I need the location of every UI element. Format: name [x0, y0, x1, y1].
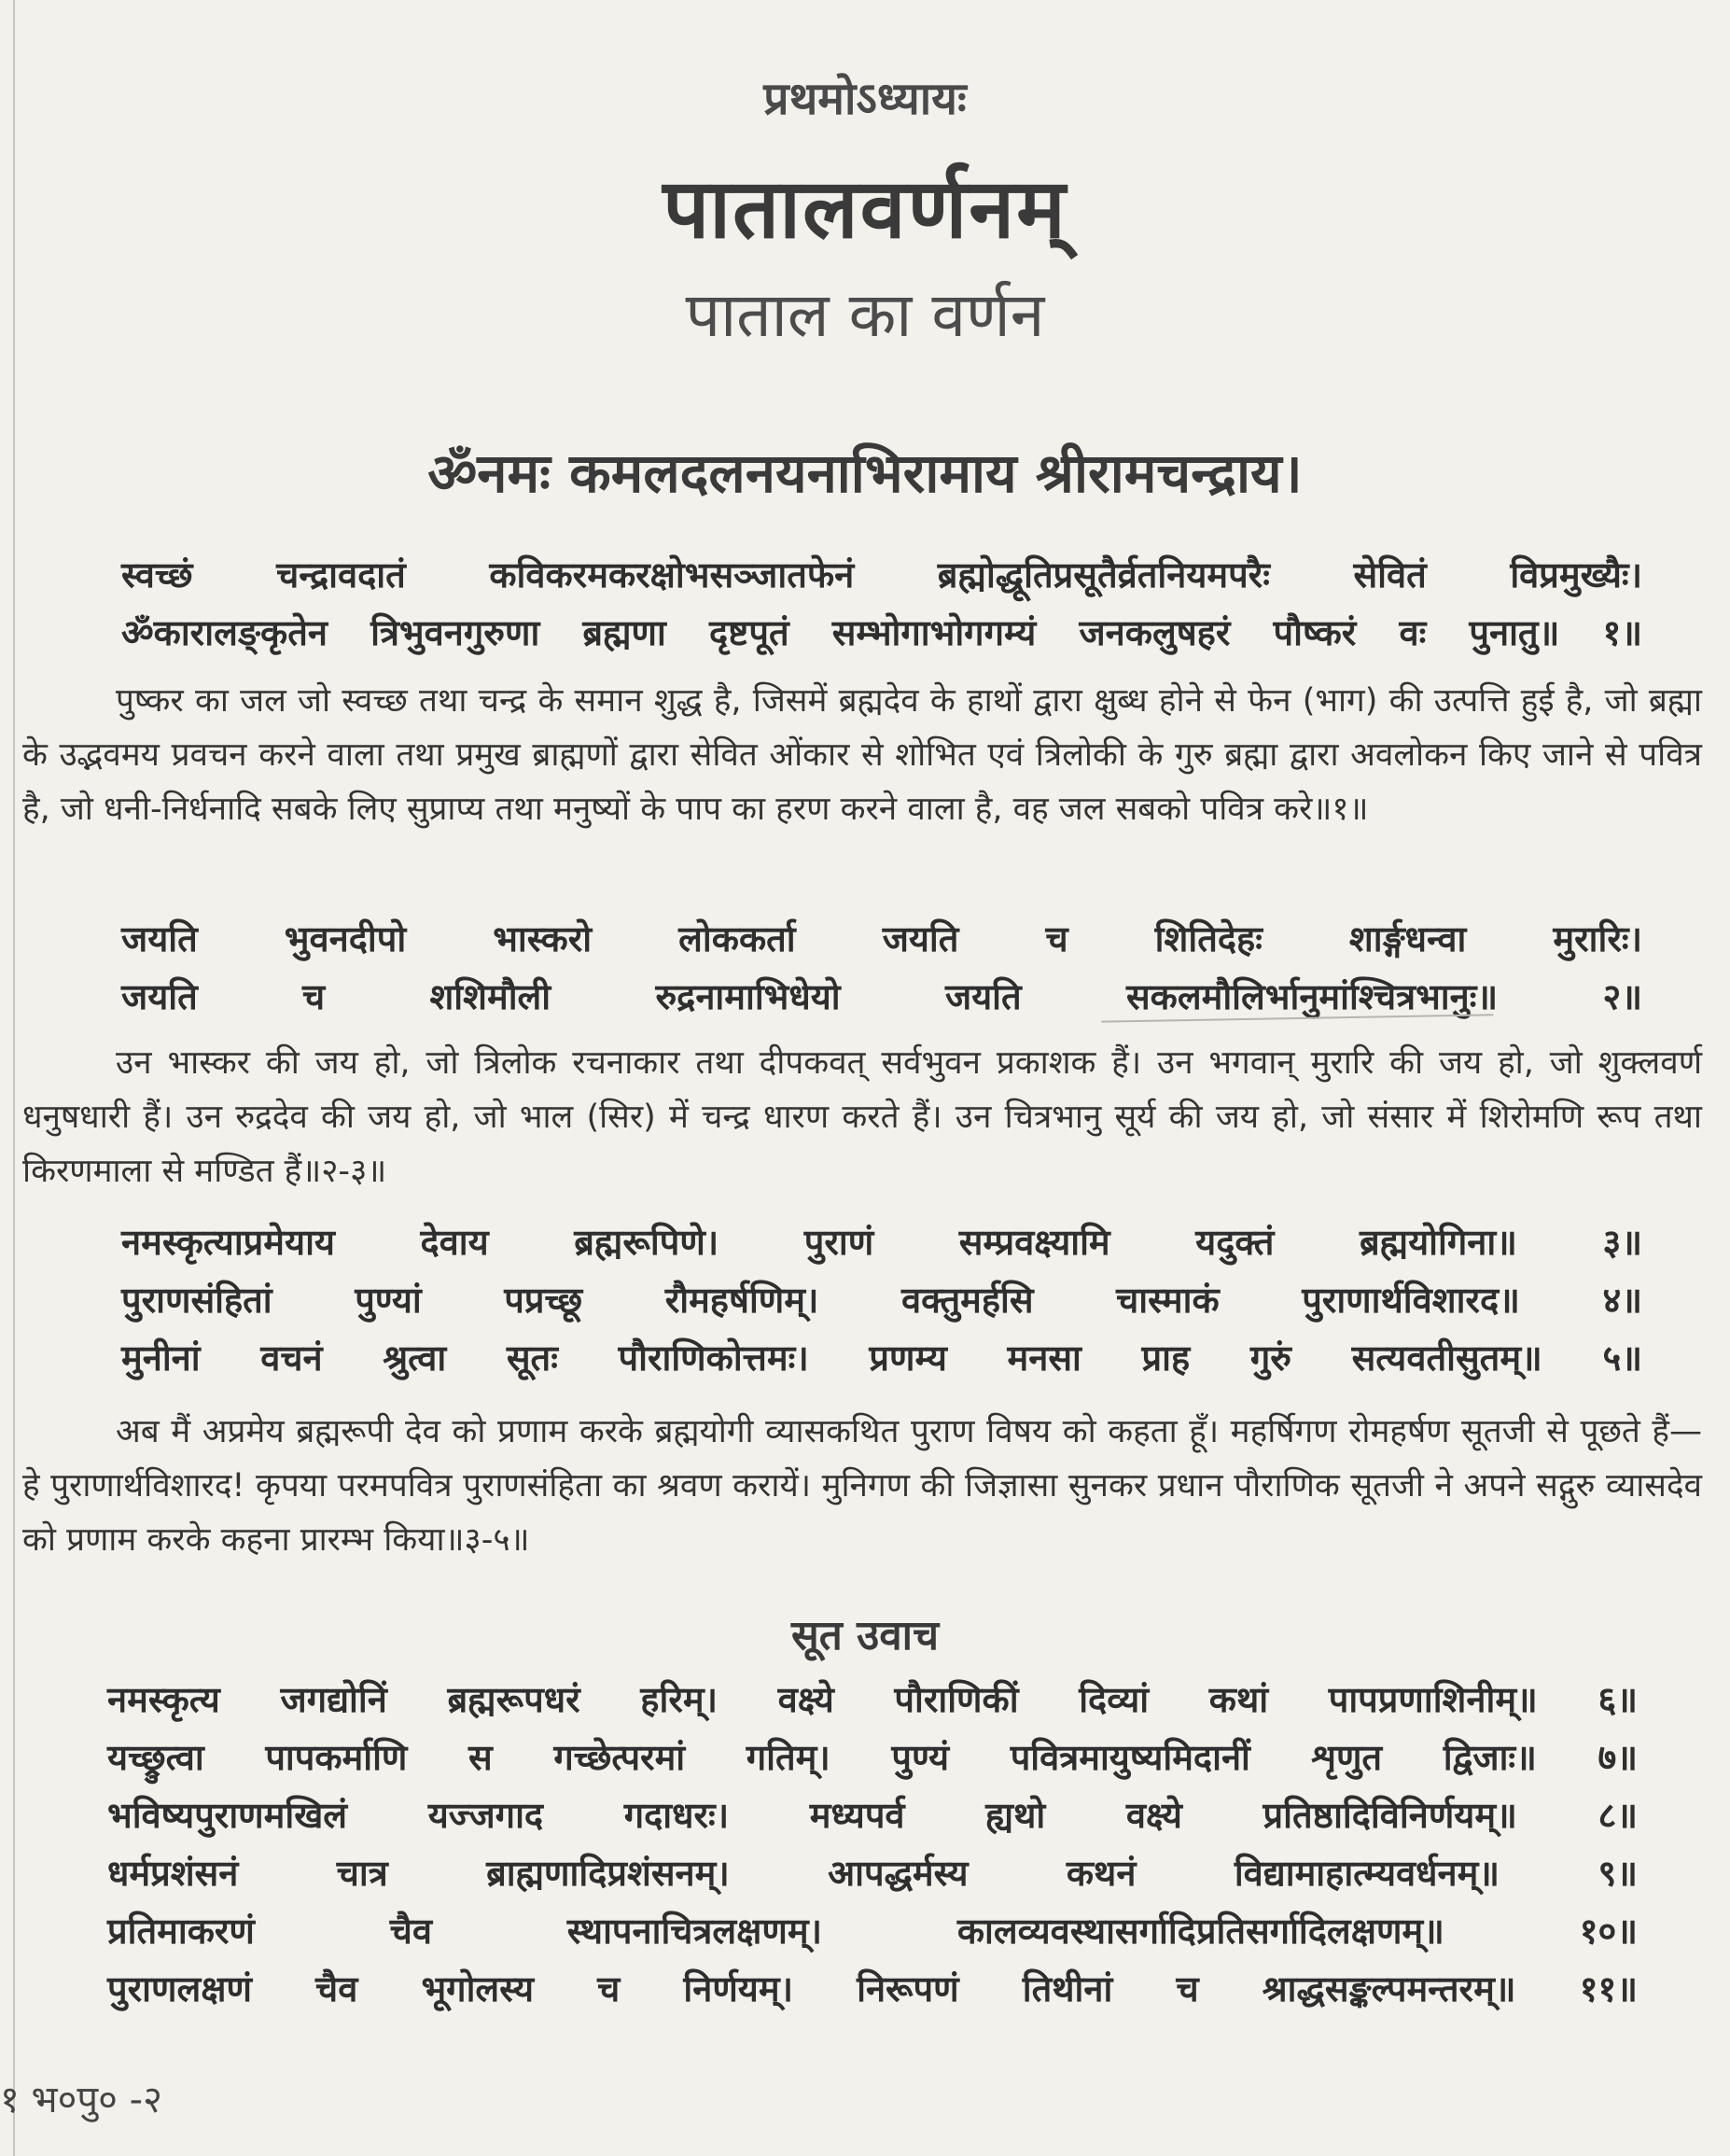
section-heading: सूत उवाच	[790, 1612, 940, 1659]
page-footer-signature: १ भ०पु० -२	[0, 2079, 162, 2121]
translation-text: पुष्कर का जल जो स्वच्छ तथा चन्द्र के समान शुद्ध है, जिसमें ब्रह्मदेव के हाथों द्वारा क्षुब्ध होने से फेन (भाग) की उत्पत्ति हुई है, जो ब्रह्मा के उद्भवमय प्रवचन करने वाला तथा प्रमुख ब्राह्मणों द्वारा सेवित ओंकार से शोभित एवं त्रिलोकी के गुरु ब्रह्मा द्वारा अवलोकन किए जाने से पवित्र है, जो धनी-निर्धनादि सबके लिए सुप्राप्य तथा मनुष्यों के पाप का हरण करने वाला है, वह जल सबको पवित्र करे॥१॥	[22, 682, 1702, 828]
invocation-line: ॐनमः कमलदलनयनाभिरामाय श्रीरामचन्द्राय।	[427, 441, 1303, 505]
verse-block-1	[121, 546, 1642, 662]
verse-line: जयति च शशिमौली रुद्रनामाभिधेयो जयति सकलमौलिर्भानुमांश्चित्रभानुः॥ २॥	[121, 976, 1642, 1017]
verse-line: यच्छ्रुत्वा पापकर्माणि स गच्छेत्परमां गतिम्। पुण्यं पवित्रमायुष्यमिदानीं शृणुत द्विजाः॥ ७॥	[107, 1737, 1638, 1778]
verse-line: पुराणसंहितां पुण्यां पप्रच्छू रौमहर्षणिम्। वक्तुमर्हसि चास्माकं पुराणार्थविशारद॥ ४॥	[121, 1280, 1642, 1321]
verse-line: नमस्कृत्य जगद्योनिं ब्रह्मरूपधरं हरिम्। वक्ष्ये पौराणिकीं दिव्यां कथां पापप्रणाशिनीम्॥ ६॥	[107, 1679, 1638, 1720]
chapter-label: प्रथमोऽध्यायः	[763, 73, 967, 125]
verse-line: धर्मप्रशंसनं चात्र ब्राह्मणादिप्रशंसनम्। आपद्धर्मस्य कथनं विद्यामाहात्म्यवर्धनम्॥ ९॥	[107, 1853, 1638, 1894]
verse-block-4	[107, 1671, 1638, 2018]
verse-line: स्वच्छं चन्द्रावदातं कविकरमकरक्षोभसञ्जातफेनं ब्रह्मोद्धूतिप्रसूतैर्व्रतनियमपरैः सेवितं विप्रमुख्यैः।	[121, 554, 1642, 595]
verse-line: भविष्यपुराणमखिलं यज्जगाद गदाधरः। मध्यपर्व ह्यथो वक्ष्ये प्रतिष्ठादिविनिर्णयम्॥ ८॥	[107, 1795, 1638, 1836]
translation-text: अब मैं अप्रमेय ब्रह्मरूपी देव को प्रणाम करके ब्रह्मयोगी व्यासकथित पुराण विषय को कहता हूँ। महर्षिगण रोमहर्षण सूतजी से पूछते हैं— हे पुराणार्थविशारद! कृपया परमपवित्र पुराणसंहिता का श्रवण करायें। मुनिगण की जिज्ञासा सुनकर प्रधान पौराणिक सूतजी ने अपने सद्गुरु व्यासदेव को प्रणाम करके कहना प्रारम्भ किया॥३-५॥	[22, 1413, 1702, 1559]
page-subtitle: पाताल का वर्णन	[685, 279, 1045, 351]
underline-mark	[1101, 967, 1494, 1022]
verse-line: ॐकारालङ्कृतेन त्रिभुवनगुरुणा ब्रह्मणा दृष्टपूतं सम्भोगाभोगगम्यं जनकलुषहरं पौष्करं वः पुनातु॥ १॥	[121, 612, 1642, 653]
translation-paragraph-3	[22, 1405, 1702, 1567]
translation-text: उन भास्कर की जय हो, जो त्रिलोक रचनाकार तथा दीपकवत् सर्वभुवन प्रकाशक हैं। उन भगवान् मुरारि की जय हो, जो शुक्लवर्ण धनुषधारी हैं। उन रुद्रदेव की जय हो, जो भाल (सिर) में चन्द्र धारण करते हैं। उन चित्रभानु सूर्य की जय हो, जो संसार में शिरोमणि रूप तथा किरणमाला से मण्डित हैं॥२-३॥	[22, 1044, 1702, 1190]
verse-line: नमस्कृत्याप्रमेयाय देवाय ब्रह्मरूपिणे। पुराणं सम्प्रवक्ष्यामि यदुक्तं ब्रह्मयोगिना॥ ३॥	[121, 1222, 1642, 1263]
verse-line: मुनीनां वचनं श्रुत्वा सूतः पौराणिकोत्तमः। प्रणम्य मनसा प्राह गुरुं सत्यवतीसुतम्॥ ५॥	[121, 1337, 1642, 1379]
verse-line: प्रतिमाकरणं चैव स्थापनाचित्रलक्षणम्। कालव्यवस्थासर्गादिप्रतिसर्गादिलक्षणम्॥ १०॥	[107, 1911, 1638, 1952]
verse-line: जयति भुवनदीपो भास्करो लोककर्ता जयति च शितिदेहः शार्ङ्गधन्वा मुरारिः।	[121, 918, 1642, 959]
translation-paragraph-1	[22, 674, 1702, 836]
translation-paragraph-2	[22, 1036, 1702, 1198]
verse-block-3	[121, 1213, 1642, 1387]
page-title: पातालवर्णनम्	[663, 161, 1067, 257]
verse-line: पुराणलक्षणं चैव भूगोलस्य च निर्णयम्। निरूपणं तिथीनां च श्राद्धसङ्कल्पमन्तरम्॥ ११॥	[107, 1968, 1638, 2009]
